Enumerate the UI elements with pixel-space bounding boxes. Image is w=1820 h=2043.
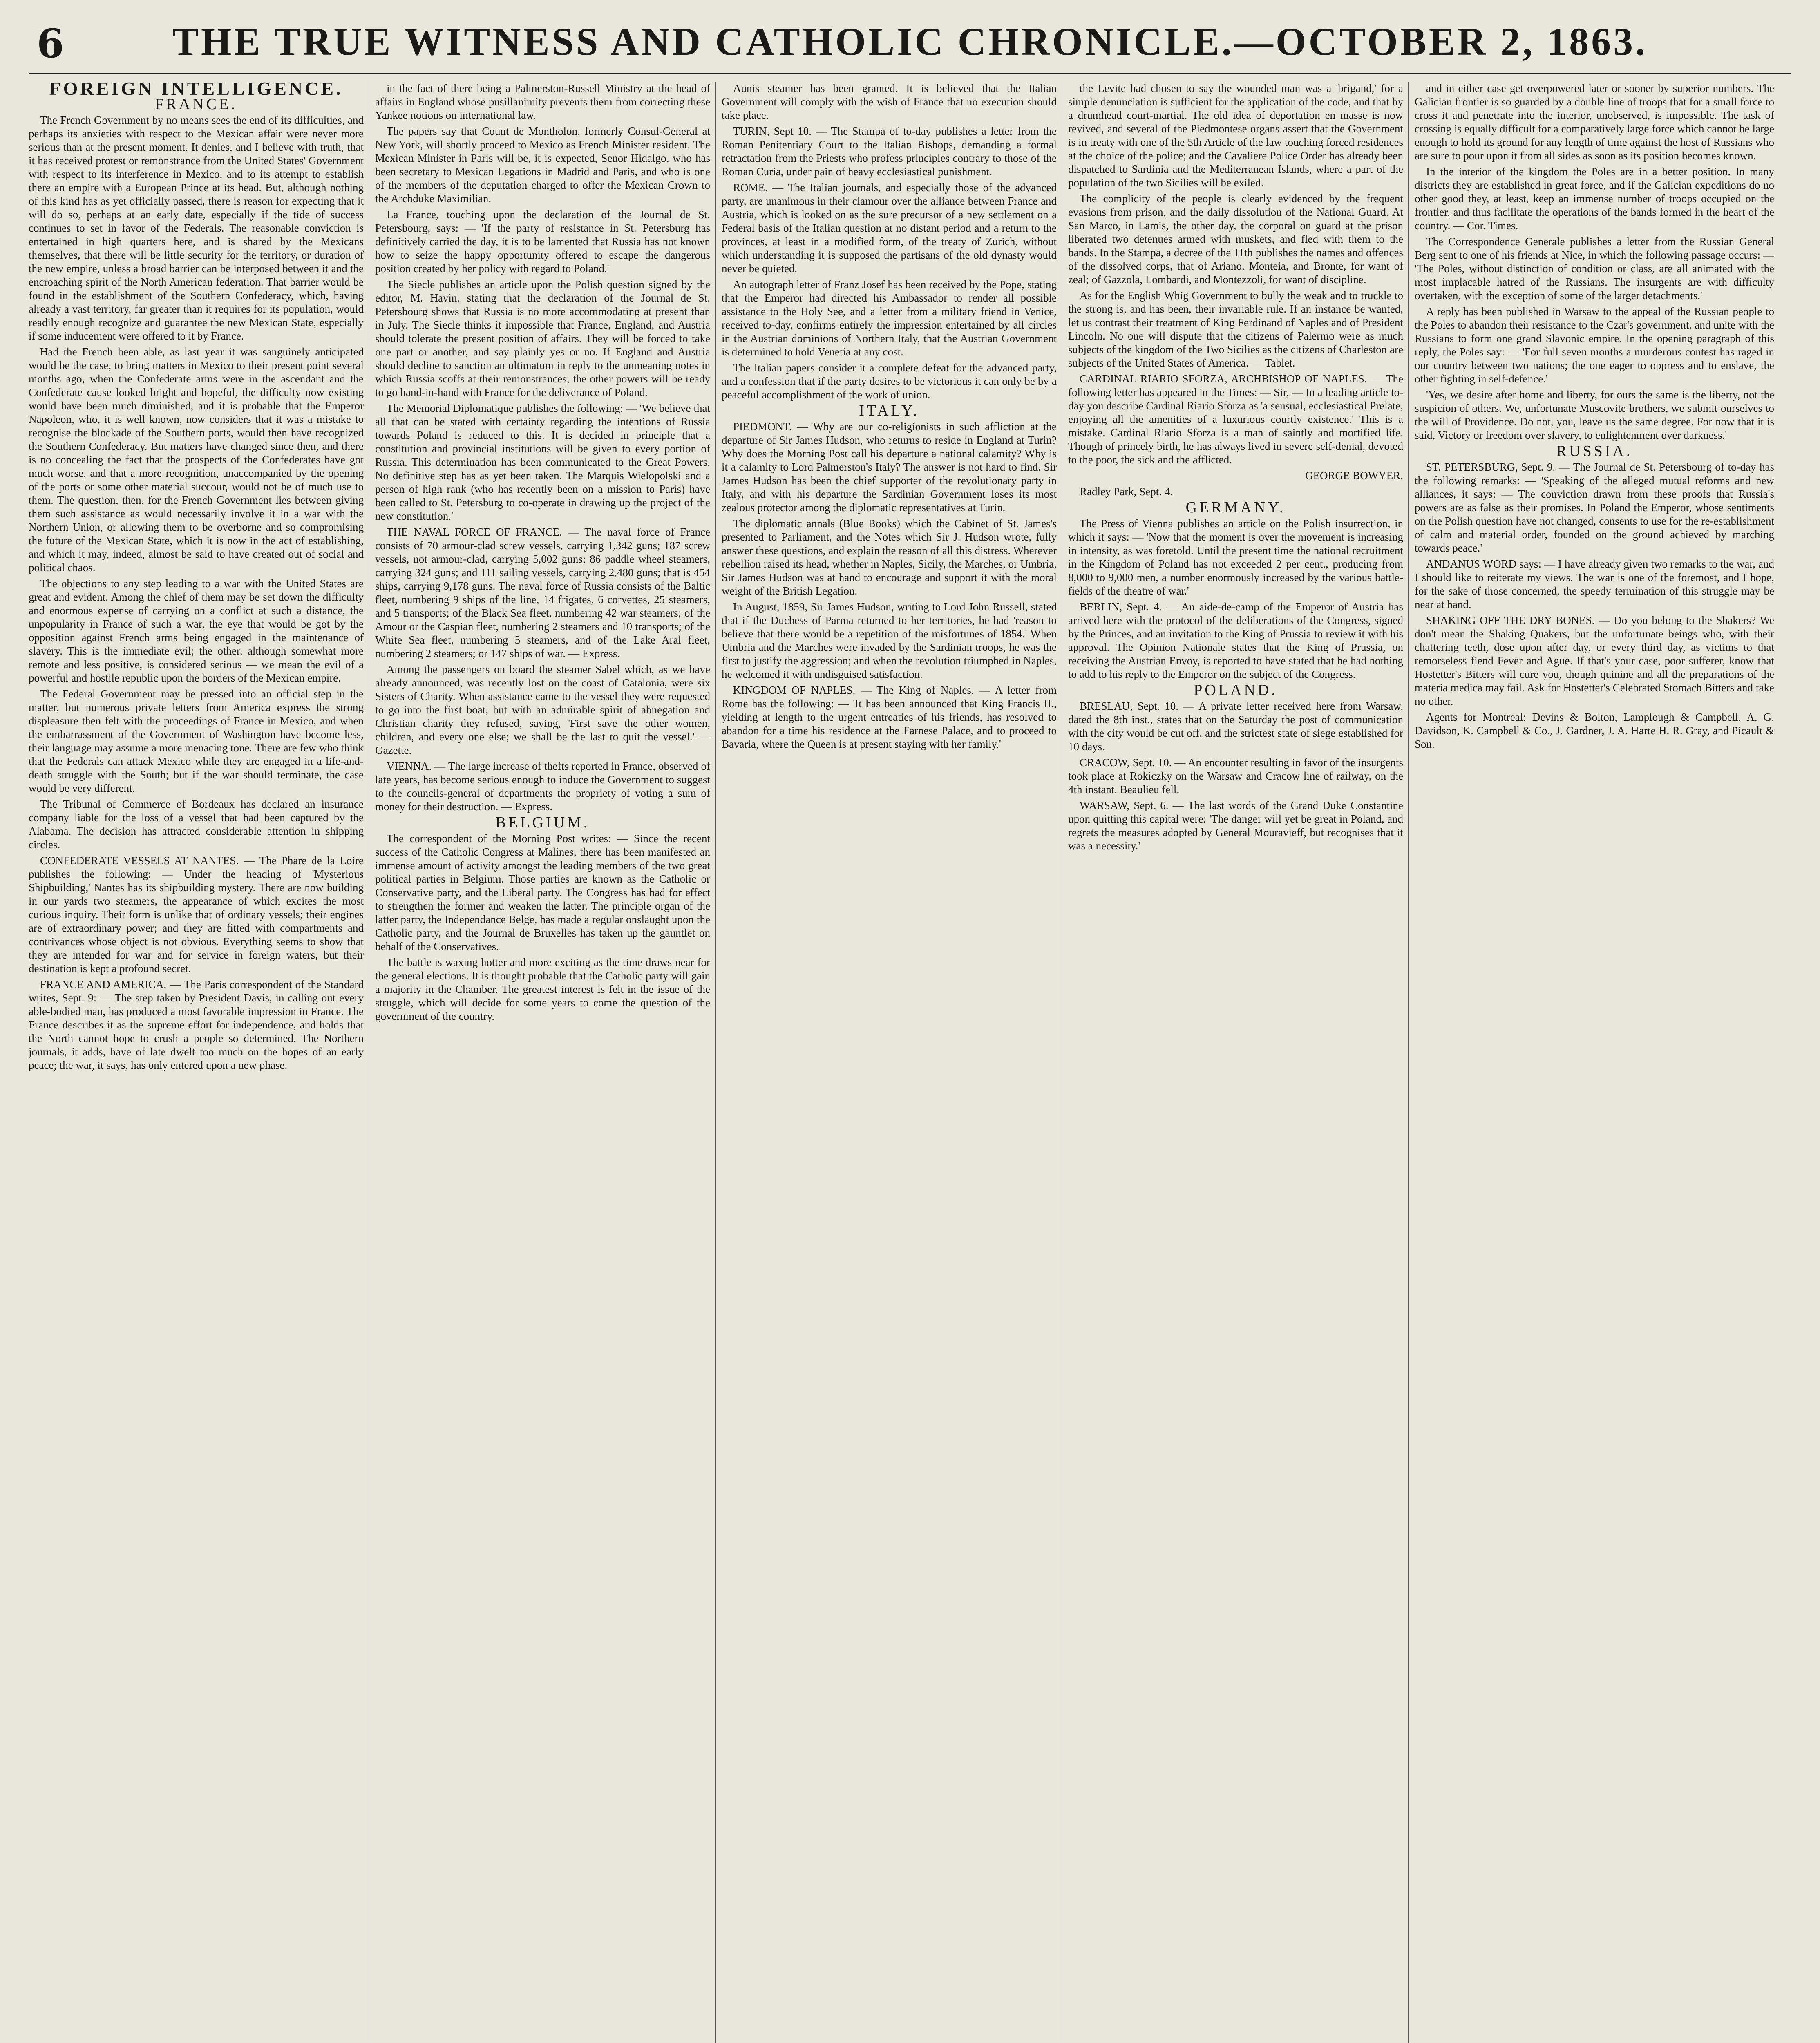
column-4 [1068,82,1403,2043]
column-5 [1415,82,1774,2043]
article-paragraph: The objections to any step leading to a war with the United States are great and evident. Among the chief of them may be set down the difficulty and enormous expense of carrying on a conflict at such a distance, the unpopularity in France of such a war, the eye that would be got by the opposition against French arms being engaged in the maintenance of slavery. This is the immediate evil; the other, although somewhat more remote and less positive, is considered serious — we mean the evil of a powerful and hostile republic upon the borders of the Mexican empire. [29,577,364,684]
article-paragraph: ANDANUS WORD says: — I have already given two remarks to the war, and I should like to reiterate my views. The war is one of the foremost, and I hope, for the sake of those concerned, the speedy termination of this struggle may be near at hand. [1415,558,1774,610]
article-paragraph: ST. PETERSBURG, Sept. 9. — The Journal de St. Petersbourg of to-day has the following remarks: — 'Speaking of the alleged mutual reforms and new alliances, it says: — The conviction drawn from these proofs that Russia's powers are as false as their promises. In Poland the Emperor, whose sentiments on the Polish question have not changed, consents to use for the re-establishment of calm and material order, founded on the ground achieved by marching towards peace.' [1415,461,1774,554]
article-paragraph: KINGDOM OF NAPLES. — The King of Naples. — A letter from Rome has the following: — 'It has been announced that King Francis II., yielding at length to the urgent entreaties of his friends, has resolved to abandon for a time his residence at the Farnese Palace, and to proceed to Bavaria, where the Queen is at present staying with her family.' [722,684,1057,750]
article-paragraph: The Siecle publishes an article upon the Polish question signed by the editor, M. Havin, stating that the declaration of the Journal de St. Petersbourg shows that Russia is no more accommodating at present than in July. The Siecle thinks it impossible that France, England, and Austria should tolerate the present position of affairs. They will be forced to take one part or another, and say plainly yes or no. If England and Austria should decline to sanction an ultimatum in reply to the unmeaning notes in which Russia scoffs at their remonstrances, the other powers will be ready to go hand-in-hand with France for the deliverance of Poland. [375,278,710,398]
article-paragraph: BERLIN, Sept. 4. — An aide-de-camp of the Emperor of Austria has arrived here with the protocol of the deliberations of the Congress, signed by the Princes, and an invitation to the King of Prussia to review it with his approval. The Opinion Nationale states that the King of Prussia, on receiving the Austrian Envoy, is reported to have stated that he had nothing to add to his reply to the Emperor on the subject of the Congress. [1068,601,1403,680]
article-paragraph: In August, 1859, Sir James Hudson, writing to Lord John Russell, stated that if the Duchess of Parma returned to her territories, he had 'reason to believe that there would be a repetition of the misfortunes of 1854.' When Umbria and the Marches were invaded by the Sardinian troops, he was the first to justify the aggression; and when the revolution triumphed in Naples, he welcomed it with undisguised satisfaction. [722,601,1057,680]
article-paragraph: CRACOW, Sept. 10. — An encounter resulting in favor of the insurgents took place at Rokiczky on the Warsaw and Cracow line of railway, on the 4th instant. Beaulieu fell. [1068,756,1403,796]
column-2 [375,82,710,2043]
country-heading: FRANCE. [155,96,237,113]
article-paragraph: VIENNA. — The large increase of thefts reported in France, observed of late years, has become serious enough to induce the Government to suggest to the councils-general of departments the propriety of voting a sum of money for their destruction. — Express. [375,760,710,813]
article-paragraph: in the fact of there being a Palmerston-Russell Ministry at the head of affairs in England whose pusillanimity prevents them from correcting these Yankee notions on international law. [375,82,710,121]
article-paragraph: As for the English Whig Government to bully the weak and to truckle to the strong is, and has been, their invariable rule. If an instance be wanted, let us contrast their treatment of King Ferdinand of Naples and of President Lincoln. No one will dispute that the citizens of Palermo were as much subjects of the kingdom of the Two Sicilies as the citizens of Charleston are subjects of the United States of America. — Tablet. [1068,289,1403,369]
column-rule [1408,82,1409,2043]
article-paragraph: TURIN, Sept 10. — The Stampa of to-day publishes a letter from the Roman Penitentiary Court to the Italian Bishops, demanding a formal retractation from the Priests who profess principles contrary to those of the Roman Curia, under pain of heavy ecclesiastical punishment. [722,125,1057,178]
article-paragraph: Radley Park, Sept. 4. [1080,485,1173,498]
article-paragraph: WARSAW, Sept. 6. — The last words of the Grand Duke Constantine upon quitting this capital were: 'The danger will yet be great in Poland, and regrets the measures adopted by General Mouravieff, but recognises that it was a necessity.' [1068,799,1403,852]
signature: GEORGE BOWYER. [1305,469,1403,482]
column-3 [722,82,1057,2043]
article-paragraph: The French Government by no means sees the end of its difficulties, and perhaps its anxieties with respect to the Mexican affair were never more serious than at the present moment. It denies, and I believe with truth, that it has received protest or remonstrance from the United States' Government with respect to its interference in Mexico, and to its attempt to establish there an empire with a European Prince at its head. But, although nothing of this kind has as yet officially passed, there is reason for expecting that it will do so, perhaps at an early date, especially if the tide of success continues to set in favor of the Federals. The reasonable conviction is entertained in high quarters here, and is shared by the Mexicans themselves, that there will be little security for the territory, or duration of the new empire, unless a broad barrier can be interposed between it and the encroaching spirit of the North American federation. That barrier would be found in the establishment of the Southern Confederacy, which, having already a vast territory, far greater than it requires for its population, would readily enough recognize and guarantee the new Mexican State, especially if some inducement were offered to it by France. [29,114,364,342]
column-1 [29,82,364,2043]
article-paragraph: The Correspondence Generale publishes a letter from the Russian General Berg sent to one of his friends at Nice, in which the following passage occurs: — 'The Poles, without distinction of condition or class, are all animated with the most implacable hatred of the Russians. The insurgents are with difficulty overtaken, with the exception of some of the larger detachments.' [1415,235,1774,302]
country-heading: BELGIUM. [495,814,590,831]
article-paragraph: An autograph letter of Franz Josef has been received by the Pope, stating that the Emperor had directed his Ambassador to render all possible assistance to the Holy See, and a letter from a military friend in Venice, received to-day, confirms entirely the impression entertained by all circles in the Austrian dominions of Northern Italy, that the Austrian Government is determined to hold Venetia at any cost. [722,278,1057,358]
article-paragraph: SHAKING OFF THE DRY BONES. — Do you belong to the Shakers? We don't mean the Shaking Quakers, but the unfortunate beings who, with their chattering teeth, dose upon after day, or every third day, as victims to that remorseless fiend Fever and Ague. If that's your case, poor sufferer, know that Hostetter's Bitters will cure you, though quinine and all the preparations of the materia medica may fail. Ask for Hostetter's Celebrated Stomach Bitters and take no other. [1415,614,1774,707]
country-heading: GERMANY. [1185,499,1286,516]
article-paragraph: CARDINAL RIARIO SFORZA, ARCHBISHOP OF NAPLES. — The following letter has appeared in the Times: — Sir, — In a leading article to-day you describe Cardinal Riario Sforza as 'a sensual, ecclesiastical Prelate, enjoying all the amenities of a luxurious courtly existence.' This is a mistake. Cardinal Riario Sforza is a man of saintly and mortified life. Though of princely birth, he has always lived in severe self-denial, devoted to the poor, the sick and the afflicted. [1068,373,1403,466]
article-paragraph: THE NAVAL FORCE OF FRANCE. — The naval force of France consists of 70 armour-clad screw vessels, carrying 1,342 guns; 187 screw vessels, not armour-clad, carrying 5,002 guns; 86 paddle wheel steamers, carrying 324 guns; and 111 sailing vessels, carrying 2,480 guns; that is 454 ships, carrying 9,178 guns. The naval force of Russia consists of the Baltic fleet, numbering 9 ships of the line, 14 frigates, 6 corvettes, 25 steamers, and 5 transports; of the Black Sea fleet, numbering 42 war steamers; of the Amour or the Caspian fleet, numbering 2 steamers and 10 transports; of the White Sea fleet, numbering 5 steamers, and of the Lake Aral fleet, numbering 2 steamers; or 147 ships of war. — Express. [375,526,710,659]
column-rule [715,82,716,2043]
article-paragraph: The diplomatic annals (Blue Books) which the Cabinet of St. James's presented to Parliament, and the Notes which Sir J. Hudson wrote, fully answer these questions, and explain the reason of all this distress. Wherever rebellion raised its head, whether in Naples, Sicily, the Marches, or Umbria, Sir James Hudson was at hand to encourage and support it with the moral weight of the British Legation. [722,517,1057,597]
masthead-title: THE TRUE WITNESS AND CATHOLIC CHRONICLE.—OCTOBER 2, 1863. [172,20,1648,63]
article-paragraph: PIEDMONT. — Why are our co-religionists in such affliction at the departure of Sir James Hudson, who returns to reside in England at Turin? Why does the Morning Post call his departure a national calamity? Why is it a calamity to Lord Palmerston's Italy? The answer is not hard to find. Sir James Hudson has been the chief supporter of the revolutionary party in Italy, and with his departure the Sardinian Government loses its most zealous protector among the diplomatic representatives at Turin. [722,420,1057,514]
country-heading: POLAND. [1194,682,1278,699]
article-paragraph: ROME. — The Italian journals, and especially those of the advanced party, are unanimous in their clamour over the alliance between France and Austria, which is looked on as the sure precursor of a new settlement on a Federal basis of the Italian question at no distant period and a return to the provinces, at least in a modified form, of the treaty of Zurich, without which understanding it is supposed the partisans of the old dynasty would never be quieted. [722,181,1057,275]
article-paragraph: The correspondent of the Morning Post writes: — Since the recent success of the Catholic Congress at Malines, there has been manifested an immense amount of activity amongst the leading members of the two great political parties in Belgium. Those parties are known as the Catholic or Conservative party, and the Liberal party. The Congress has had for effect to strengthen the former and weaken the latter. The principle organ of the latter party, the Independance Belge, has made a regular onslaught upon the Catholic party, and the Journal de Bruxelles has taken up the gauntlet on behalf of the Conservatives. [375,832,710,952]
article-paragraph: BRESLAU, Sept. 10. — A private letter received here from Warsaw, dated the 8th inst., states that on the Saturday the post of communication with the city would be cut off, and the strictest state of siege established for 10 days. [1068,700,1403,753]
article-paragraph: Among the passengers on board the steamer Sabel which, as we have already announced, was recently lost on the coast of Catalonia, were six Sisters of Charity. When assistance came to the vessel they were requested to go into the first boat, but with an admirable spirit of abnegation and Christian charity they refused, saying, 'First save the other women, children, and every one else; we shall be the last to quit the vessel.' — Gazette. [375,663,710,756]
article-paragraph: La France, touching upon the declaration of the Journal de St. Petersbourg, says: — 'If the party of resistance in St. Petersburg has definitively carried the day, it is to be lamented that Russia has not known how to seize the happy opportunity offered to escape the dangerous position created by her policy with regard to Poland.' [375,208,710,275]
article-paragraph: A reply has been published in Warsaw to the appeal of the Russian people to the Poles to abandon their resistance to the Czar's government, and unite with the Russians to form one grand Slavonic empire. In the opening paragraph of this reply, the Poles say: — 'For full seven months a murderous contest has raged in our country between two nations; the one eager to oppress and to enslave, the other fighting in self-defence.' [1415,305,1774,385]
article-paragraph: Aunis steamer has been granted. It is believed that the Italian Government will comply with the wish of France that no execution should take place. [722,82,1057,121]
country-heading: RUSSIA. [1556,443,1633,460]
country-heading: ITALY. [859,402,919,419]
article-paragraph: 'Yes, we desire after home and liberty, for ours the same is the liberty, not the suspicion of others. We, unfortunate Muscovite brothers, we submit ourselves to the will of Providence. Do not, you, leave us the same degree. For now that it is said, Victory or freedom over slavery, to enlightenment over darkness.' [1415,389,1774,441]
article-paragraph: Had the French been able, as last year it was sanguinely anticipated would be the case, to bring matters in Mexico to their present point several months ago, when the Confederate arms were in the ascendant and the Confederate cause looked bright and hopeful, the difficulty now existing would have been much diminished, and it is probable that the Emperor Napoleon, who, it is well known, now considers that it was a mistake to recognise the blockade of the Southern ports, would then have recognized the Southern Confederacy. But matters have changed since then, and there is no concealing the fact that the prospects of the Confederates have got much worse, and that a more recognition, unaccompanied by the opening of the ports or some other material succour, would not be of much use to them. The question, then, for the French Government lies between giving them such assistance as would necessarily involve it in a war with the Northern Union, or allowing them to be overborne and so compromising the future of the Mexican State, which it is now in the act of establishing, and which it may, indeed, almost be said to have created out of social and political chaos. [29,346,364,574]
article-paragraph: CONFEDERATE VESSELS AT NANTES. — The Phare de la Loire publishes the following: — Under the heading of 'Mysterious Shipbuilding,' Nantes has its shipbuilding mystery. There are now building in our yards two steamers, the appearance of which excites the most curious inquiry. Their form is unlike that of ordinary vessels; their engines are of extraordinary power; and they are fitted with compartments and contrivances whose object is not obvious. Everything seems to show that they are intended for war and for service in foreign waters, but their destination is kept a profound secret. [29,854,364,975]
article-paragraph: The Memorial Diplomatique publishes the following: — 'We believe that all that can be stated with certainty regarding the intentions of Russia towards Poland is reduced to this. It is decided in principle that a constitution and provincial institutions will be given to every portion of Russia. This determination has been communicated to the Great Powers. No definitive step has as yet been taken. The Marquis Wielopolski and a person of high rank (who has recently been on a mission to Paris) have been called to St. Petersburg to co-operate in drawing up the project of the new constitution.' [375,402,710,522]
article-paragraph: The Italian papers consider it a complete defeat for the advanced party, and a confession that if the party desires to be victorious it can only be by a peaceful accomplishment of the work of union. [722,362,1057,401]
article-paragraph: The Tribunal of Commerce of Bordeaux has declared an insurance company liable for the loss of a vessel that had been captured by the Alabama. The decision has attracted considerable attention in shipping circles. [29,798,364,851]
article-paragraph: The battle is waxing hotter and more exciting as the time draws near for the general elections. It is thought probable that the Catholic party will gain a majority in the Chamber. The greatest interest is felt in the issue of the struggle, which will decide for some years to come the question of the government of the country. [375,956,710,1022]
article-paragraph: FRANCE AND AMERICA. — The Paris correspondent of the Standard writes, Sept. 9: — The step taken by President Davis, in calling out every able-bodied man, has produced a most favorable impression in France. The France describes it as the supreme effort for independence, and holds that the North cannot hope to crush a people so determined. The Northern journals, it adds, have of late dwelt too much on the hopes of an early peace; the war, it says, has only entered upon a new phase. [29,978,364,1071]
article-paragraph: the Levite had chosen to say the wounded man was a 'brigand,' for a simple denunciation is sufficient for the application of the code, and that by a drumhead court-martial. The old idea of deportation en masse is now revived, and several of the Piedmontese organs assert that the Government is in treaty with one of the 5th Article of the law touching forced residences at the choice of the police; and the Cavaliere Police Order has already been dispatched to Sardinia and the Mediterranean Islands, where a part of the population of the two Sicilies will be exiled. [1068,82,1403,189]
page-header [29,15,1791,74]
article-paragraph: The papers say that Count de Montholon, formerly Consul-General at New York, will shortly proceed to Mexico as French Minister resident. The Mexican Minister in Paris will be, it is expected, Senor Hidalgo, who has been secretary to Mexican Legations in Madrid and Paris, and who is one of the members of the deputation charged to offer the Mexican Crown to the Archduke Maximilian. [375,125,710,205]
article-paragraph: Agents for Montreal: Devins & Bolton, Lamplough & Campbell, A. G. Davidson, K. Campbell & Co., J. Gardner, J. A. Harte H. R. Gray, and Picault & Son. [1415,711,1774,750]
article-paragraph: The Federal Government may be pressed into an official step in the matter, but numerous private letters from America express the strong displeasure then felt with the proceedings of France in Mexico, and when the embarrassment of the Government of Washington have become less, their language may assume a more menacing tone. There are few who think that the Federals can attack Mexico while they are engaged in a life-and-death struggle with the South; but if the war should terminate, the case would be very different. [29,688,364,794]
page-number: 6 [37,20,64,67]
article-paragraph: In the interior of the kingdom the Poles are in a better position. In many districts they are established in great force, and if the Galician expeditions do no other good they, at least, keep an immense number of troops occupied on the frontier, and thus facilitate the operations of the bands formed in the heart of the country. — Cor. Times. [1415,165,1774,232]
article-paragraph: and in either case get overpowered later or sooner by superior numbers. The Galician frontier is so guarded by a double line of troops that for a small force to cross it and penetrate into the interior, unobserved, is impossible. The task of crossing is equally difficult for a comparatively large force which cannot be large enough to hold its ground for any length of time against the host of Russians who are sure to pour upon it from all sides as soon as its position becomes known. [1415,82,1774,162]
section-heading: FOREIGN INTELLIGENCE. [49,82,343,99]
article-paragraph: The Press of Vienna publishes an article on the Polish insurrection, in which it says: — 'Now that the moment is over the movement is increasing in intensity, as was foretold. Until the present time the national recruitment in the Kingdom of Poland has not exceeded 2 per cent., producing from 8,000 to 9,000 men, a number enormously increased by the various battle-fields of the theatre of war.' [1068,517,1403,597]
article-paragraph: The complicity of the people is clearly evidenced by the frequent evasions from prison, and the daily dissolution of the National Guard. At San Marco, in Lamis, the other day, the corporal on guard at the prison liberated two detenues armed with muskets, and fled with them to the bands. In the Stampa, a decree of the 11th publishes the names and offences of the dissolved corps, that of Ariano, Monteia, and Bronte, for want of zeal; of Gazzola, Lombardi, and Montezzoli, for want of discipline. [1068,192,1403,286]
